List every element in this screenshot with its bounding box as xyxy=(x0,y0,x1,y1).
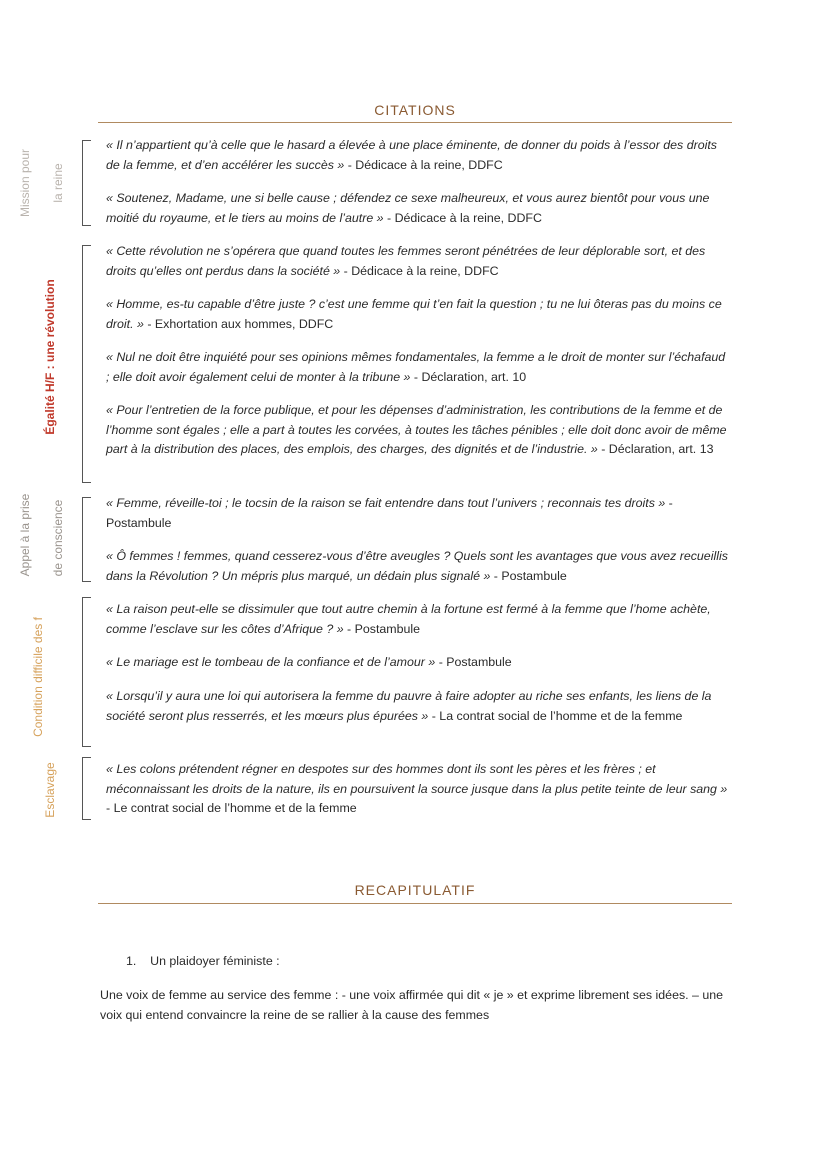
quote: « Femme, réveille-toi ; le tocsin de la raison se fait entendre dans tout l’univers ; reconnais tes droits » - Postambule xyxy=(106,496,673,530)
citations-rule xyxy=(98,122,732,123)
recap-heading: RECAPITULATIF xyxy=(354,882,476,898)
bracket-esclavage xyxy=(82,757,91,820)
list-number: 1. xyxy=(126,954,137,968)
bracket-mission xyxy=(82,140,91,226)
quote: « Les colons prétendent régner en despotes sur des hommes dont ils sont les pères et les frères ; et méconnaissant les droits de la nature, ils en poursuivent la source jusque dans la plus petite teinte de leur sang » - Le contrat social de l’homme et de la femme xyxy=(106,762,728,815)
quote: « Soutenez, Madame, une si belle cause ; défendez ce sexe malheureux, et vous aurez bientôt pour vous une moitié du royaume, et le tiers au moins de l’autre » - Dédicace à la reine, DDFC xyxy=(106,191,710,225)
bracket-appel xyxy=(82,497,91,582)
citations-heading: CITATIONS xyxy=(374,102,456,118)
recap-paragraph: Une voix de femme au service des femme : - une voix affirmée qui dit « je » et exprime librement ses idées. – une voix qui entend convaincre la reine de se rallier à la cause des femmes xyxy=(100,988,724,1022)
recap-rule xyxy=(98,903,732,904)
quote: « Le mariage est le tombeau de la confiance et de l’amour » - Postambule xyxy=(106,655,512,669)
quote: « Homme, es-tu capable d’être juste ? c’est une femme qui t’en fait la question ; tu ne lui ôteras pas du moins ce droit. » - Exhortation aux hommes, DDFC xyxy=(106,297,722,331)
quote: « Il n’appartient qu’à celle que le hasard a élevée à une place éminente, de donner du poids à l’essor des droits de la femme, et d’en accélérer les succès » - Dédicace à la reine, DDFC xyxy=(106,138,717,172)
quote: « Cette révolution ne s’opérera que quand toutes les femmes seront pénétrées de leur déplorable sort, et des droits qu’elles ont perdus dans la société » - Dédicace à la reine, DDFC xyxy=(106,244,706,278)
bracket-condition xyxy=(82,597,91,747)
recap-list-item xyxy=(126,954,280,968)
quote: « Ô femmes ! femmes, quand cesserez-vous d’être aveugles ? Quels sont les avantages que vous avez recueillis dans la Révolution ? Un mépris plus marqué, un dédain plus signalé » - Postambule xyxy=(106,549,728,583)
quote: « La raison peut-elle se dissimuler que tout autre chemin à la fortune est fermé à la femme que l’home achète, comme l’esclave sur les côtes d’Afrique ? » - Postambule xyxy=(106,602,711,636)
quote: « Lorsqu’il y aura une loi qui autorisera la femme du pauvre à faire adopter au riche ses enfants, les liens de la société seront plus resserrés, et les mœurs plus épurées » - La contrat social de l’homme et de la femme xyxy=(106,689,712,723)
quote: « Pour l’entretien de la force publique, et pour les dépenses d’administration, les contributions de la femme et de l’homme sont égales ; elle a part à toutes les corvées, à toutes les tâches pénibles ; elle doit donc avoir de même part à la distribution des places, des emplois, des charges, des dignités et de l’industrie. » - Déclaration, art. 13 xyxy=(106,403,727,456)
list-label: Un plaidoyer féministe : xyxy=(150,954,280,968)
quote: « Nul ne doit être inquiété pour ses opinions mêmes fondamentales, la femme a le droit de monter sur l’échafaud ; elle doit avoir également celui de monter à la tribune » - Déclaration, art. 10 xyxy=(106,350,726,384)
bracket-egalite xyxy=(82,245,91,483)
